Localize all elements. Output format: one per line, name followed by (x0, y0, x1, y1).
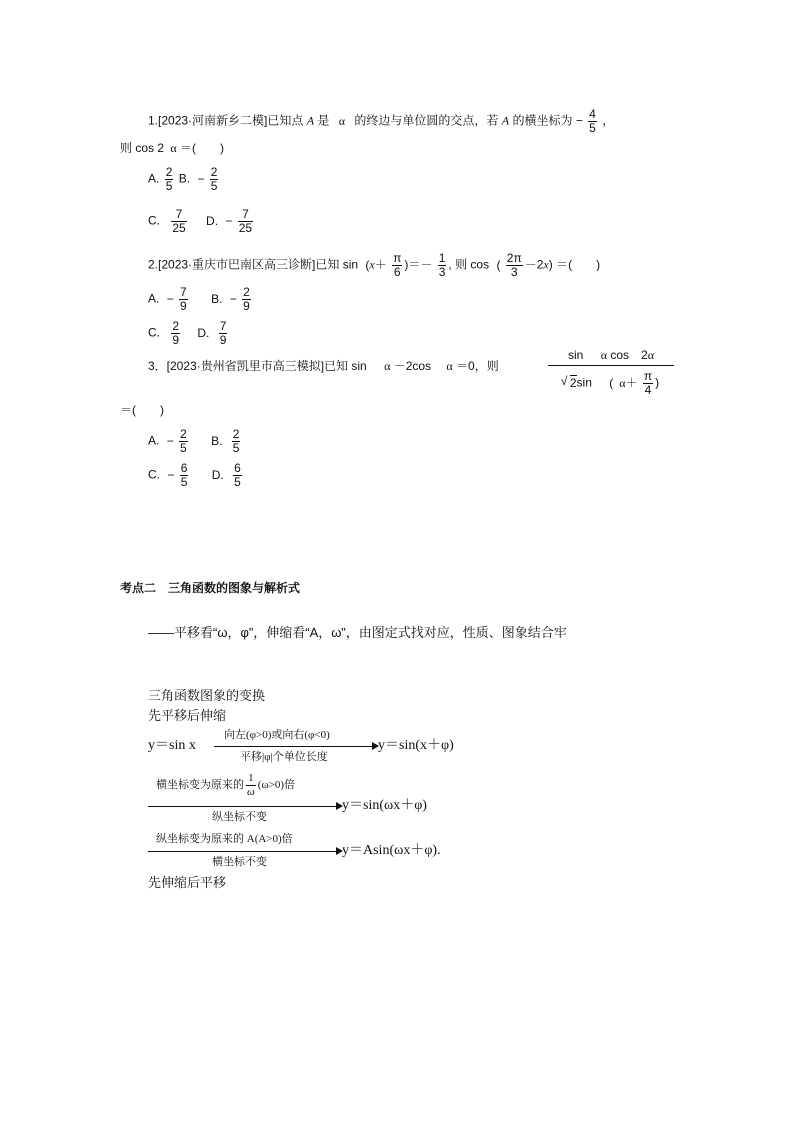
q1-optC-label: C. (148, 213, 160, 228)
t2-top-den: ω (247, 786, 255, 798)
q3-num-sin: sin (568, 348, 584, 362)
q2-optA-frac (179, 286, 188, 313)
q1-frac-num: 4 (589, 107, 596, 121)
q2-optC-den: 9 (172, 333, 180, 347)
q3-optD-label: D. (211, 467, 224, 482)
q3-optD-den: 5 (234, 475, 241, 489)
q3-num-alpha: α (600, 348, 607, 362)
q2-optD-num: 7 (219, 319, 227, 333)
q1-text-c: 的终边与单位圆的交点，若 (354, 113, 499, 128)
q2-optC-frac (171, 320, 180, 347)
q1-line2 (120, 140, 224, 156)
q3-big-fraction (548, 346, 674, 397)
q3-optA-num: 2 (180, 427, 187, 441)
q2-optC-label: C. (148, 325, 160, 340)
q1-optB-minus: − (197, 171, 205, 186)
q1-optB-num: 2 (210, 165, 218, 179)
q1-optB-frac (210, 166, 219, 193)
q2-optD-den: 9 (219, 333, 227, 347)
q2-source: 2.[2023·重庆市巴南区高三诊断]已知 sin (148, 257, 359, 272)
t2-arrow-line (148, 806, 340, 807)
q1-ask: 则 cos 2 (120, 141, 165, 155)
q1-optA-label: A. (148, 171, 160, 186)
q2-options-cd (148, 320, 229, 347)
q1-line1 (148, 108, 614, 135)
q2-pi: π (393, 251, 402, 265)
t3-bottom-label: 横坐标不变 (212, 856, 267, 868)
t2-right: y＝sin(ωx＋φ) (342, 798, 427, 813)
q1-options-cd (148, 208, 255, 235)
q3-mid: －2cos (393, 359, 432, 373)
q1-optA-frac (165, 166, 174, 193)
q3-optC-label: C. (148, 467, 160, 482)
q1-point-a: A (306, 113, 315, 128)
q3-options-ab (148, 428, 242, 455)
q2-twopi-over-3 (506, 252, 523, 279)
q3-optA-den: 5 (180, 441, 187, 455)
q2-one-third (438, 252, 447, 279)
q2-optA-num: 7 (180, 285, 187, 299)
q2-three: 3 (438, 265, 446, 279)
q3-options-cd (148, 462, 244, 489)
section-heading: 考点二 三角函数的图象与解析式 (120, 581, 301, 595)
q3-pi: π (643, 369, 653, 383)
q3-four: 4 (644, 383, 652, 397)
sub-heading-transform: 三角函数图象的变换 (148, 688, 266, 703)
q3-eq0: ＝0，则 (456, 359, 499, 373)
q3-optB-num: 2 (232, 427, 240, 441)
q3-optB-frac (232, 428, 241, 455)
t1-left: y＝sin x (148, 738, 196, 753)
q3-optC-den: 5 (180, 475, 188, 489)
q2-one: 1 (438, 251, 446, 265)
q2-options-ab (148, 286, 253, 313)
q1-optD-minus: − (225, 213, 233, 228)
q3-den-alpha: α (619, 375, 626, 390)
q3-frac-denominator: √ 2sin ( α＋ $\frac{\pi}{4}$ ) (548, 366, 674, 397)
t2-top-num: 1 (246, 772, 256, 786)
t1-bottom-label: 平移|φ|个单位长度 (240, 751, 328, 763)
q3-optD-num: 6 (234, 461, 241, 475)
q3-optA-minus: − (166, 433, 174, 448)
t1-top-label: 向左(φ>0)或向右(φ<0) (224, 729, 330, 741)
q2-optD-frac (219, 320, 228, 347)
q3-sqrt-2: 2 (569, 375, 577, 390)
q2-three-b: 3 (510, 265, 518, 279)
q3-num-cos: cos 2 (610, 348, 648, 362)
q1-comma: ， (602, 113, 615, 128)
q1-eq-paren: ＝( ) (180, 141, 225, 155)
q1-optA-num: 2 (165, 165, 173, 179)
q1-optC-den: 25 (172, 221, 186, 235)
q1-frac-den: 5 (589, 121, 596, 135)
q1-ask-alpha: α (170, 141, 177, 155)
t2-top-label (156, 772, 295, 799)
q2-line1: 2.[2023·重庆市巴南区高三诊断]已知 sin (x＋ $\frac{\pi}{6}$ )＝－ $\frac{1}{3}$ , 则 cos ( $\frac{2\pi}{3}$ －2x) ＝( ) (148, 251, 601, 279)
q1-fraction (588, 108, 597, 135)
q2-x: x (369, 257, 375, 272)
t2-bottom-label: 纵坐标不变 (212, 811, 267, 823)
q1-optA-den: 5 (165, 179, 173, 193)
q3-optB-label: B. (211, 433, 223, 448)
q3-alpha-2: α (446, 359, 453, 373)
q3-eq-paren: ＝( ) (120, 403, 164, 417)
q2-mid: 则 cos (455, 257, 490, 272)
q1-optB-label: B. (178, 171, 191, 186)
q3-alpha-1: α (384, 359, 391, 373)
q2-optB-den: 9 (243, 299, 250, 313)
q2-optA-minus: − (166, 291, 174, 306)
q3-optA-label: A. (148, 433, 160, 448)
q2-optB-num: 2 (243, 285, 250, 299)
t2-top-b: (ω>0)倍 (257, 779, 296, 792)
q1-minus: − (575, 113, 583, 128)
q2-optB-label: B. (211, 291, 223, 306)
q1-options-ab (148, 166, 220, 193)
q1-optB-den: 5 (210, 179, 218, 193)
t3-right: y＝Asin(ωx＋φ). (342, 843, 441, 858)
q1-optD-frac (238, 208, 253, 235)
q3-line1 (148, 358, 499, 374)
q2-optA-label: A. (148, 291, 160, 306)
q3-frac-numerator (548, 346, 674, 366)
q2-x-2: x (543, 257, 549, 272)
q2-optC-num: 2 (172, 319, 180, 333)
q3-optA-frac (179, 428, 188, 455)
q3-den-sin: sin (576, 375, 592, 390)
q1-optC-num: 7 (171, 208, 186, 222)
t1-right: y＝sin(x＋φ) (378, 738, 454, 753)
q3-optC-minus: − (167, 467, 175, 482)
q1-optD-label: D. (206, 213, 219, 228)
q2-optA-den: 9 (180, 299, 187, 313)
t3-arrow-line (148, 851, 340, 852)
q2-six: 6 (393, 265, 401, 279)
q1-point-a-2: A (501, 113, 510, 128)
q3-eq-line (120, 402, 164, 418)
q3-num-alpha-2: α (647, 348, 654, 362)
section-tip: ——平移看“ω，φ”，伸缩看“A，ω”，由图定式找对应，性质、图象结合牢 (148, 625, 567, 640)
sub-heading-translate-first: 先平移后伸缩 (148, 708, 227, 723)
q2-twopi: 2π (506, 251, 522, 265)
q3-optB-den: 5 (232, 441, 240, 455)
q1-source: 1.[2023·河南新乡二模]已知点 (148, 113, 304, 128)
q1-text-d: 的横坐标为 (512, 113, 573, 128)
q3-source: 3．[2023·贵州省凯里市高三模拟]已知 sin (148, 359, 367, 373)
t3-top-label: 纵坐标变为原来的 A(A>0)倍 (156, 833, 293, 845)
q1-optD-num: 7 (238, 208, 253, 222)
q2-minus-2: －2 (524, 257, 544, 272)
q2-optD-label: D. (197, 325, 210, 340)
q3-optC-frac (180, 462, 189, 489)
t1-arrow-line (214, 746, 374, 747)
q1-optC-frac (171, 208, 186, 235)
q2-pi-over-6 (392, 252, 402, 279)
q2-eq-paren: ＝( ) (556, 257, 601, 272)
q2-optB-minus: − (229, 291, 237, 306)
t2-top-a: 横坐标变为原来的 (156, 779, 244, 792)
q1-optD-den: 25 (238, 221, 253, 235)
q3-sqrt (563, 376, 577, 390)
q3-pi-over-4 (643, 370, 653, 397)
t2-top-frac (246, 772, 256, 799)
q1-alpha: α (338, 113, 346, 128)
q3-optD-frac (233, 462, 242, 489)
sub-heading-scale-first: 先伸缩后平移 (148, 875, 227, 890)
q1-text-b: 是 (317, 113, 330, 128)
q3-optC-num: 6 (180, 461, 188, 475)
q2-optB-frac (242, 286, 251, 313)
